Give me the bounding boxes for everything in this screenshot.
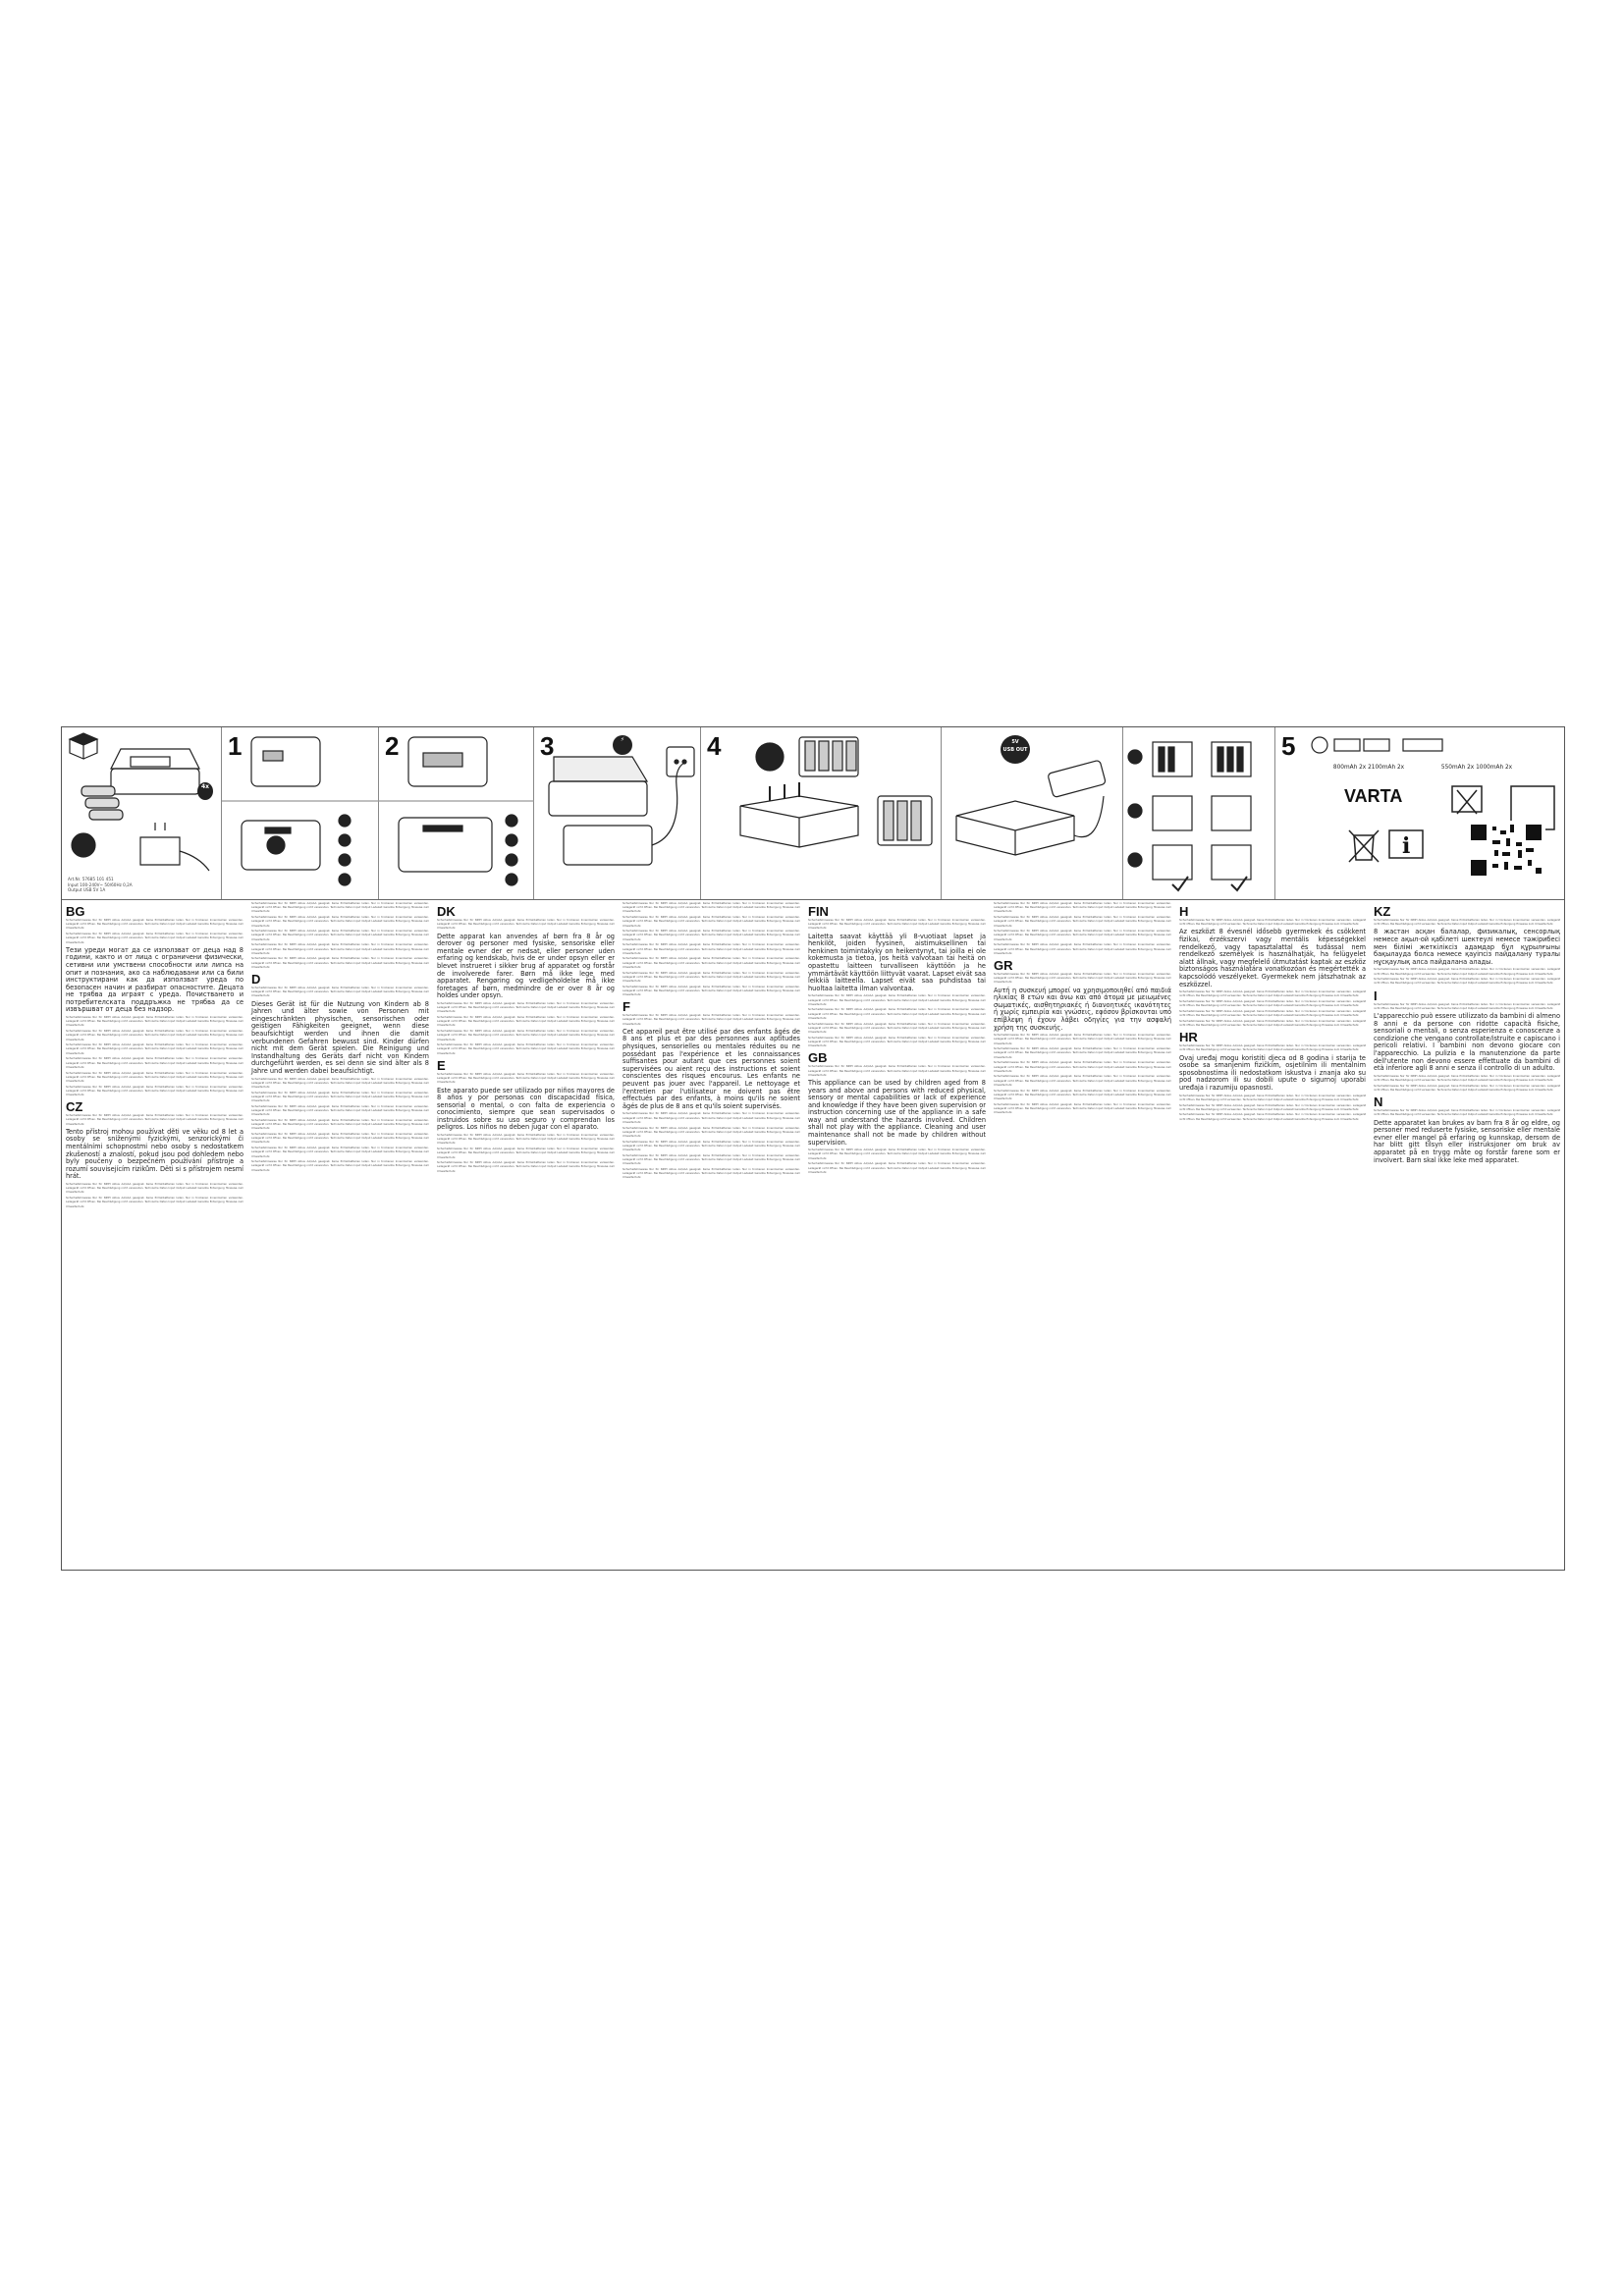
fine-paragraph: Sicherheitshinweise Nur für NiMH Akkus AA/AAA geeignet. Keine Primärbatterien laden. Nur in trockenen Innenräumen verwenden. Ladegerät nicht öffnen. Bei Beschädigung nicht verwenden. Technische Daten Input Output Ladezeit Garantie Entsorgung Hinweise zum Umweltschutz.	[808, 1065, 986, 1077]
aaa-rating-2: 1000mAh	[1476, 765, 1504, 771]
fine-paragraph: Sicherheitshinweise Nur für NiMH Akkus AA/AAA geeignet. Keine Primärbatterien laden. Nur in trockenen Innenräumen verwenden. Ladegerät nicht öffnen. Bei Beschädigung nicht verwenden. Technische Daten Input Output Ladezeit Garantie Entsorgung Hinweise zum Umweltschutz.	[994, 1047, 1171, 1059]
fine-print	[66, 1114, 244, 1127]
fine-paragraph: Sicherheitshinweise Nur für NiMH Akkus AA/AAA geeignet. Keine Primärbatterien laden. Nur in trockenen Innenräumen verwenden. Ladegerät nicht öffnen. Bei Beschädigung nicht verwenden. Technische Daten Input Output Ladezeit Garantie Entsorgung Hinweise zum Umweltschutz.	[1179, 1009, 1366, 1018]
language-code: F	[623, 999, 630, 1015]
step-5-panel	[1275, 727, 1564, 899]
fine-paragraph: Sicherheitshinweise Nur für NiMH Akkus AA/AAA geeignet. Keine Primärbatterien laden. Nur in trockenen Innenräumen verwenden. Ladegerät nicht öffnen. Bei Beschädigung nicht verwenden. Technische Daten Input Output Ladezeit Garantie Entsorgung Hinweise zum Umweltschutz.	[808, 919, 986, 931]
fine-print	[808, 994, 986, 1048]
safety-warning: Dette apparat kan anvendes af børn fra 8 år og derover og personer med fysiske, sensoriske eller mentale evner der er nedsat, eller personer uden erfaring og kendskab, hvis de er under opsyn eller er blevet instrueret i sikker brug af apparatet og forstår de involverede farer. Børn må ikke lege med apparatet. Rengøring og vedligeholdelse må ikke foretages af børn, medmindre de er over 8 år og holdes under opsyn.	[437, 932, 615, 1000]
safety-warning: L'apparecchio può essere utilizzato da bambini di almeno 8 anni e da persone con ridotte capacità fisiche, sensoriali o mentali, o senza esperienza e conoscenze a condizione che vengano controllate/istruite e capiscano i pericoli relativi. I bambini non devono giocare con l'apparecchio. La pulizia e la manutenzione da parte dell'utente non devono essere effettuate da bambini di età inferiore agli 8 anni e senza il controllo di un adulto.	[1374, 1012, 1560, 1073]
fine-paragraph: Sicherheitshinweise Nur für NiMH Akkus AA/AAA geeignet. Keine Primärbatterien laden. Nur in trockenen Innenräumen verwenden. Ladegerät nicht öffnen. Bei Beschädigung nicht verwenden. Technische Daten Input Output Ladezeit Garantie Entsorgung Hinweise zum Umweltschutz.	[66, 1043, 244, 1055]
step-number: 1	[228, 731, 243, 761]
usb-out-panel	[942, 727, 1123, 899]
fine-paragraph: Sicherheitshinweise Nur für NiMH Akkus AA/AAA geeignet. Keine Primärbatterien laden. Nur in trockenen Innenräumen verwenden. Ladegerät nicht öffnen. Bei Beschädigung nicht verwenden. Technische Daten Input Output Ladezeit Garantie Entsorgung Hinweise zum Umweltschutz.	[623, 957, 800, 969]
spec-line: Output USB 5V 1A	[68, 887, 106, 893]
language-code: CZ	[66, 1099, 83, 1115]
fine-print	[623, 1014, 800, 1027]
aaa-count-2: 2x	[1504, 765, 1513, 771]
safety-warning: Laitetta saavat käyttää yli 8-vuotiaat lapset ja henkilöt, joiden fyysinen, aistimuksellinen tai henkinen toimintakyky on heikentynyt, tai joilla ei ole kokemusta ja tietoa, jos heitä valvotaan tai heitä on opastettu laitteen turvalliseen käyttöön ja he ymmärtävät käyttöön liittyvät vaarat. Lapset eivät saa leikkiä laitteella. Lapset eivät saa puhdistaa tai huoltaa laitetta ilman valvontaa.	[808, 932, 986, 992]
fine-paragraph: Sicherheitshinweise Nur für NiMH Akkus AA/AAA geeignet. Keine Primärbatterien laden. Nur in trockenen Innenräumen verwenden. Ladegerät nicht öffnen. Bei Beschädigung nicht verwenden. Technische Daten Input Output Ladezeit Garantie Entsorgung Hinweise zum Umweltschutz.	[437, 1043, 615, 1055]
fine-print	[1179, 1044, 1366, 1052]
fine-paragraph: Sicherheitshinweise Nur für NiMH Akkus AA/AAA geeignet. Keine Primärbatterien laden. Nur in trockenen Innenräumen verwenden. Ladegerät nicht öffnen. Bei Beschädigung nicht verwenden. Technische Daten Input Output Ladezeit Garantie Entsorgung Hinweise zum Umweltschutz.	[1179, 1044, 1366, 1052]
step-3-panel	[534, 727, 701, 899]
fine-print	[1179, 990, 1366, 1028]
fine-paragraph: Sicherheitshinweise Nur für NiMH Akkus AA/AAA geeignet. Keine Primärbatterien laden. Nur in trockenen Innenräumen verwenden. Ladegerät nicht öffnen. Bei Beschädigung nicht verwenden. Technische Daten Input Output Ladezeit Garantie Entsorgung Hinweise zum Umweltschutz.	[1179, 1113, 1366, 1121]
column-1	[62, 902, 247, 1570]
language-code: H	[1179, 904, 1189, 919]
aaa-ratings	[1423, 765, 1531, 772]
step-4-panel	[701, 727, 942, 899]
fine-paragraph: Sicherheitshinweise Nur für NiMH Akkus AA/AAA geeignet. Keine Primärbatterien laden. Nur in trockenen Innenräumen verwenden. Ladegerät nicht öffnen. Bei Beschädigung nicht verwenden. Technische Daten Input Output Ladezeit Garantie Entsorgung Hinweise zum Umweltschutz.	[66, 919, 244, 931]
usb-out-voltage: 5V	[1011, 739, 1019, 745]
power-badge-icon: ⚡	[620, 736, 625, 743]
fine-paragraph: Sicherheitshinweise Nur für NiMH Akkus AA/AAA geeignet. Keine Primärbatterien laden. Nur in trockenen Innenräumen verwenden. Ladegerät nicht öffnen. Bei Beschädigung nicht verwenden. Technische Daten Input Output Ladezeit Garantie Entsorgung Hinweise zum Umweltschutz.	[623, 930, 800, 941]
language-code: N	[1374, 1095, 1383, 1110]
fine-paragraph: Sicherheitshinweise Nur für NiMH Akkus AA/AAA geeignet. Keine Primärbatterien laden. Nur in trockenen Innenräumen verwenden. Ladegerät nicht öffnen. Bei Beschädigung nicht verwenden. Technische Daten Input Output Ladezeit Garantie Entsorgung Hinweise zum Umweltschutz.	[1374, 1074, 1560, 1083]
column-5	[804, 902, 990, 1570]
fine-paragraph: Sicherheitshinweise Nur für NiMH Akkus AA/AAA geeignet. Keine Primärbatterien laden. Nur in trockenen Innenräumen verwenden. Ladegerät nicht öffnen. Bei Beschädigung nicht verwenden. Technische Daten Input Output Ladezeit Garantie Entsorgung Hinweise zum Umweltschutz.	[437, 1001, 615, 1014]
package-contents-drawing	[62, 727, 222, 899]
fine-paragraph: Sicherheitshinweise Nur für NiMH Akkus AA/AAA geeignet. Keine Primärbatterien laden. Nur in trockenen Innenräumen verwenden. Ladegerät nicht öffnen. Bei Beschädigung nicht verwenden. Technische Daten Input Output Ladezeit Garantie Entsorgung Hinweise zum Umweltschutz.	[994, 916, 1171, 928]
fine-paragraph: Sicherheitshinweise Nur für NiMH Akkus AA/AAA geeignet. Keine Primärbatterien laden. Nur in trockenen Innenräumen verwenden. Ladegerät nicht öffnen. Bei Beschädigung nicht verwenden. Technische Daten Input Output Ladezeit Garantie Entsorgung Hinweise zum Umweltschutz.	[623, 1140, 800, 1152]
aaa-rating-1: 550mAh	[1440, 765, 1466, 771]
fine-paragraph: Sicherheitshinweise Nur für NiMH Akkus AA/AAA geeignet. Keine Primärbatterien laden. Nur in trockenen Innenräumen verwenden. Ladegerät nicht öffnen. Bei Beschädigung nicht verwenden. Technische Daten Input Output Ladezeit Garantie Entsorgung Hinweise zum Umweltschutz.	[994, 1075, 1171, 1087]
spec-block	[68, 877, 133, 893]
fine-paragraph: Sicherheitshinweise Nur für NiMH Akkus AA/AAA geeignet. Keine Primärbatterien laden. Nur in trockenen Innenräumen verwenden. Ladegerät nicht öffnen. Bei Beschädigung nicht verwenden. Technische Daten Input Output Ladezeit Garantie Entsorgung Hinweise zum Umweltschutz.	[994, 902, 1171, 914]
fine-paragraph: Sicherheitshinweise Nur für NiMH Akkus AA/AAA geeignet. Keine Primärbatterien laden. Nur in trockenen Innenräumen verwenden. Ladegerät nicht öffnen. Bei Beschädigung nicht verwenden. Technische Daten Input Output Ladezeit Garantie Entsorgung Hinweise zum Umweltschutz.	[623, 1167, 800, 1180]
fine-paragraph: Sicherheitshinweise Nur für NiMH Akkus AA/AAA geeignet. Keine Primärbatterien laden. Nur in trockenen Innenräumen verwenden. Ladegerät nicht öffnen. Bei Beschädigung nicht verwenden. Technische Daten Input Output Ladezeit Garantie Entsorgung Hinweise zum Umweltschutz.	[1179, 990, 1366, 998]
fine-paragraph: Sicherheitshinweise Nur für NiMH Akkus AA/AAA geeignet. Keine Primärbatterien laden. Nur in trockenen Innenräumen verwenden. Ladegerät nicht öffnen. Bei Beschädigung nicht verwenden. Technische Daten Input Output Ladezeit Garantie Entsorgung Hinweise zum Umweltschutz.	[994, 1034, 1171, 1045]
fine-paragraph: Sicherheitshinweise Nur für NiMH Akkus AA/AAA geeignet. Keine Primärbatterien laden. Nur in trockenen Innenräumen verwenden. Ladegerät nicht öffnen. Bei Beschädigung nicht verwenden. Technische Daten Input Output Ladezeit Garantie Entsorgung Hinweise zum Umweltschutz.	[437, 1016, 615, 1028]
fine-paragraph: Sicherheitshinweise Nur für NiMH Akkus AA/AAA geeignet. Keine Primärbatterien laden. Nur in trockenen Innenräumen verwenden. Ladegerät nicht öffnen. Bei Beschädigung nicht verwenden. Technische Daten Input Output Ladezeit Garantie Entsorgung Hinweise zum Umweltschutz.	[251, 1133, 429, 1145]
fine-print	[808, 919, 986, 932]
fine-paragraph: Sicherheitshinweise Nur für NiMH Akkus AA/AAA geeignet. Keine Primärbatterien laden. Nur in trockenen Innenräumen verwenden. Ladegerät nicht öffnen. Bei Beschädigung nicht verwenden. Technische Daten Input Output Ladezeit Garantie Entsorgung Hinweise zum Umweltschutz.	[1179, 1094, 1366, 1101]
safety-warning: Αυτή η συσκευή μπορεί να χρησιμοποιηθεί από παιδιά ηλικίας 8 ετών και άνω και από άτομα με μειωμένες σωματικές, αισθητηριακές ή διανοητικές ικανότητες ή χωρίς εμπειρία και γνώσεις, εφόσον βρίσκονται υπό επίβλεψη ή έχουν λάβει οδηγίες για την ασφαλή χρήση της συσκευής.	[994, 986, 1171, 1032]
fine-paragraph: Sicherheitshinweise Nur für NiMH Akkus AA/AAA geeignet. Keine Primärbatterien laden. Nur in trockenen Innenräumen verwenden. Ladegerät nicht öffnen. Bei Beschädigung nicht verwenden. Technische Daten Input Output Ladezeit Garantie Entsorgung Hinweise zum Umweltschutz.	[623, 1112, 800, 1124]
fine-paragraph: Sicherheitshinweise Nur für NiMH Akkus AA/AAA geeignet. Keine Primärbatterien laden. Nur in trockenen Innenräumen verwenden. Ladegerät nicht öffnen. Bei Beschädigung nicht verwenden. Technische Daten Input Output Ladezeit Garantie Entsorgung Hinweise zum Umweltschutz.	[623, 943, 800, 955]
safety-warning: This appliance can be used by children aged from 8 years and above and persons with reduced physical, sensory or mental capabilities or lack of experience and knowledge if they have been given supervision or instruction concerning use of the appliance in a safe way and understand the hazards involved. Children shall not play with the appliance. Cleaning and user maintenance shall not be made by children without supervision.	[808, 1078, 986, 1147]
fine-print	[66, 919, 244, 945]
fine-paragraph: Sicherheitshinweise Nur für NiMH Akkus AA/AAA geeignet. Keine Primärbatterien laden. Nur in trockenen Innenräumen verwenden. Ladegerät nicht öffnen. Bei Beschädigung nicht verwenden. Technische Daten Input Output Ladezeit Garantie Entsorgung Hinweise zum Umweltschutz.	[808, 1022, 986, 1034]
column-8	[1370, 902, 1564, 1570]
charger-front-drawing	[222, 727, 379, 899]
fine-paragraph: Sicherheitshinweise Nur für NiMH Akkus AA/AAA geeignet. Keine Primärbatterien laden. Nur in trockenen Innenräumen verwenden. Ladegerät nicht öffnen. Bei Beschädigung nicht verwenden. Technische Daten Input Output Ladezeit Garantie Entsorgung Hinweise zum Umweltschutz.	[251, 902, 429, 914]
fine-paragraph: Sicherheitshinweise Nur für NiMH Akkus AA/AAA geeignet. Keine Primärbatterien laden. Nur in trockenen Innenräumen verwenden. Ladegerät nicht öffnen. Bei Beschädigung nicht verwenden. Technische Daten Input Output Ladezeit Garantie Entsorgung Hinweise zum Umweltschutz.	[994, 1061, 1171, 1073]
insert-batteries-drawing	[701, 727, 942, 899]
fine-paragraph: Sicherheitshinweise Nur für NiMH Akkus AA/AAA geeignet. Keine Primärbatterien laden. Nur in trockenen Innenräumen verwenden. Ladegerät nicht öffnen. Bei Beschädigung nicht verwenden. Technische Daten Input Output Ladezeit Garantie Entsorgung Hinweise zum Umweltschutz.	[1374, 968, 1560, 976]
battery-count-badge: 4x	[197, 782, 213, 800]
fine-paragraph: Sicherheitshinweise Nur für NiMH Akkus AA/AAA geeignet. Keine Primärbatterien laden. Nur in trockenen Innenräumen verwenden. Ladegerät nicht öffnen. Bei Beschädigung nicht verwenden. Technische Daten Input Output Ladezeit Garantie Entsorgung Hinweise zum Umweltschutz.	[808, 1162, 986, 1174]
safety-warning: Dette apparatet kan brukes av barn fra 8 år og eldre, og personer med reduserte fysiske, sensoriske eller mentale evner eller mangel på erfaring og kunnskap, dersom de har blitt gitt tilsyn eller instruksjoner om bruk av apparatet på en trygg måte og forstår farene som er involvert. Barn skal ikke leke med apparatet.	[1374, 1118, 1560, 1164]
fine-paragraph: Sicherheitshinweise Nur für NiMH Akkus AA/AAA geeignet. Keine Primärbatterien laden. Nur in trockenen Innenräumen verwenden. Ladegerät nicht öffnen. Bei Beschädigung nicht verwenden. Technische Daten Input Output Ladezeit Garantie Entsorgung Hinweise zum Umweltschutz.	[623, 985, 800, 997]
fine-print	[437, 1002, 615, 1056]
language-code: GB	[808, 1050, 828, 1066]
fine-print	[1179, 1095, 1366, 1122]
fine-paragraph: Sicherheitshinweise Nur für NiMH Akkus AA/AAA geeignet. Keine Primärbatterien laden. Nur in trockenen Innenräumen verwenden. Ladegerät nicht öffnen. Bei Beschädigung nicht verwenden. Technische Daten Input Output Ladezeit Garantie Entsorgung Hinweise zum Umweltschutz.	[251, 916, 429, 928]
fine-paragraph: Sicherheitshinweise Nur für NiMH Akkus AA/AAA geeignet. Keine Primärbatterien laden. Nur in trockenen Innenräumen verwenden. Ladegerät nicht öffnen. Bei Beschädigung nicht verwenden. Technische Daten Input Output Ladezeit Garantie Entsorgung Hinweise zum Umweltschutz.	[66, 1114, 244, 1126]
brand-logo: VARTA	[1344, 786, 1403, 806]
fine-paragraph: Sicherheitshinweise Nur für NiMH Akkus AA/AAA geeignet. Keine Primärbatterien laden. Nur in trockenen Innenräumen verwenden. Ladegerät nicht öffnen. Bei Beschädigung nicht verwenden. Technische Daten Input Output Ladezeit Garantie Entsorgung Hinweise zum Umweltschutz.	[66, 1057, 244, 1069]
fine-print	[251, 902, 429, 970]
fine-print	[1374, 1003, 1560, 1011]
fine-paragraph: Sicherheitshinweise Nur für NiMH Akkus AA/AAA geeignet. Keine Primärbatterien laden. Nur in trockenen Innenräumen verwenden. Ladegerät nicht öffnen. Bei Beschädigung nicht verwenden. Technische Daten Input Output Ladezeit Garantie Entsorgung Hinweise zum Umweltschutz.	[251, 943, 429, 955]
safety-warning: 8 жастан асқан балалар, физикалық, сенсорлық немесе ақыл-ой қабілеті шектеулі немесе тәжірибесі мен білімі жеткіліксіз адамдар бұл құрылғыны бақылауда болса немесе қауіпсіз пайдалану туралы нұсқаулық алса пайдалана алады.	[1374, 928, 1560, 966]
language-code: BG	[66, 904, 85, 919]
safety-warning: Cet appareil peut être utilisé par des enfants âgés de 8 ans et plus et par des personnes aux aptitudes physiques, sensorielles ou mentales réduites ou ne possédant pas l'expérience et les connaissances suffisantes pour autant que ces personnes soient supervisées ou aient reçu des instructions et soient conscientes des risques encourus. Les enfants ne peuvent pas jouer avec l'appareil. Le nettoyage et l'entretien par l'utilisateur ne doivent pas être effectués par des enfants, à moins qu'ils ne soient âgés de plus de 8 ans et qu'ils soient supervisés.	[623, 1027, 800, 1110]
safety-warning: Тези уреди могат да се използват от деца над 8 години, както и от лица с ограничени физически, сетивни или умствени способности или липса на опит и познания, ако са наблюдавани или са били инструктирани как да използват уреда по безопасен начин и разбират опасностите. Децата не трябва да играят с уреда. Почистването и потребителската поддръжка не трябва да се извършват от деца без надзор.	[66, 945, 244, 1014]
pictogram-strip	[62, 727, 1564, 900]
language-code: DK	[437, 904, 456, 919]
weee-bin-icon	[1344, 826, 1383, 865]
fine-print	[808, 1148, 986, 1175]
fine-paragraph: Sicherheitshinweise Nur für NiMH Akkus AA/AAA geeignet. Keine Primärbatterien laden. Nur in trockenen Innenräumen verwenden. Ladegerät nicht öffnen. Bei Beschädigung nicht verwenden. Technische Daten Input Output Ladezeit Garantie Entsorgung Hinweise zum Umweltschutz.	[1374, 1084, 1560, 1092]
fine-paragraph: Sicherheitshinweise Nur für NiMH Akkus AA/AAA geeignet. Keine Primärbatterien laden. Nur in trockenen Innenräumen verwenden. Ladegerät nicht öffnen. Bei Beschädigung nicht verwenden. Technische Daten Input Output Ladezeit Garantie Entsorgung Hinweise zum Umweltschutz.	[1179, 1000, 1366, 1008]
fine-paragraph: Sicherheitshinweise Nur für NiMH Akkus AA/AAA geeignet. Keine Primärbatterien laden. Nur in trockenen Innenräumen verwenden. Ladegerät nicht öffnen. Bei Beschädigung nicht verwenden. Technische Daten Input Output Ladezeit Garantie Entsorgung Hinweise zum Umweltschutz.	[994, 1089, 1171, 1100]
fine-print	[1374, 919, 1560, 927]
usb-powerbank-drawing	[942, 727, 1123, 899]
language-code: FIN	[808, 904, 829, 919]
fine-print	[66, 1016, 244, 1097]
aa-count-2: 2x	[1396, 765, 1405, 771]
fine-paragraph: Sicherheitshinweise Nur für NiMH Akkus AA/AAA geeignet. Keine Primärbatterien laden. Nur in trockenen Innenräumen verwenden. Ladegerät nicht öffnen. Bei Beschädigung nicht verwenden. Technische Daten Input Output Ladezeit Garantie Entsorgung Hinweise zum Umweltschutz.	[994, 1102, 1171, 1115]
spec-line: Input 100-240V~ 50/60Hz 0,2A	[68, 881, 133, 887]
fine-paragraph: Sicherheitshinweise Nur für NiMH Akkus AA/AAA geeignet. Keine Primärbatterien laden. Nur in trockenen Innenräumen verwenden. Ladegerät nicht öffnen. Bei Beschädigung nicht verwenden. Technische Daten Input Output Ladezeit Garantie Entsorgung Hinweise zum Umweltschutz.	[437, 1161, 615, 1173]
fine-paragraph: Sicherheitshinweise Nur für NiMH Akkus AA/AAA geeignet. Keine Primärbatterien laden. Nur in trockenen Innenräumen verwenden. Ladegerät nicht öffnen. Bei Beschädigung nicht verwenden. Technische Daten Input Output Ladezeit Garantie Entsorgung Hinweise zum Umweltschutz.	[251, 1147, 429, 1158]
fine-paragraph: Sicherheitshinweise Nur für NiMH Akkus AA/AAA geeignet. Keine Primärbatterien laden. Nur in trockenen Innenräumen verwenden. Ladegerät nicht öffnen. Bei Beschädigung nicht verwenden. Technische Daten Input Output Ladezeit Garantie Entsorgung Hinweise zum Umweltschutz.	[808, 994, 986, 1006]
fine-paragraph: Sicherheitshinweise Nur für NiMH Akkus AA/AAA geeignet. Keine Primärbatterien laden. Nur in trockenen Innenräumen verwenden. Ladegerät nicht öffnen. Bei Beschädigung nicht verwenden. Technische Daten Input Output Ladezeit Garantie Entsorgung Hinweise zum Umweltschutz.	[1179, 919, 1366, 927]
fine-paragraph: Sicherheitshinweise Nur für NiMH Akkus AA/AAA geeignet. Keine Primärbatterien laden. Nur in trockenen Innenräumen verwenden. Ladegerät nicht öffnen. Bei Beschädigung nicht verwenden. Technische Daten Input Output Ladezeit Garantie Entsorgung Hinweise zum Umweltschutz.	[66, 1030, 244, 1041]
fine-paragraph: Sicherheitshinweise Nur für NiMH Akkus AA/AAA geeignet. Keine Primärbatterien laden. Nur in trockenen Innenräumen verwenden. Ladegerät nicht öffnen. Bei Beschädigung nicht verwenden. Technische Daten Input Output Ladezeit Garantie Entsorgung Hinweise zum Umweltschutz.	[251, 1077, 429, 1089]
safety-warning: Ovaj uređaj mogu koristiti djeca od 8 godina i starija te osobe sa smanjenim fizičkim, osjetilnim ili mentalnim sposobnostima ili nedostatkom iskustva i znanja ako su pod nadzorom ili su dobili upute o sigurnoj uporabi uređaja i razumiju opasnosti.	[1179, 1053, 1366, 1093]
spec-line: Art.Nr. 57685 101 451	[68, 877, 114, 882]
language-code: HR	[1179, 1030, 1198, 1045]
safety-warning: Tento přístroj mohou používat děti ve věku od 8 let a osoby se sníženými fyzickými, senzorickými či mentálními schopnostmi nebo osoby s nedostatkem zkušeností a znalostí, pokud jsou pod dohledem nebo byly poučeny o bezpečném používání přístroje a rozumí souvisejícím rizikům. Děti si s přístrojem nesmí hrát.	[66, 1127, 244, 1181]
language-columns	[62, 902, 1564, 1570]
fine-paragraph: Sicherheitshinweise Nur für NiMH Akkus AA/AAA geeignet. Keine Primärbatterien laden. Nur in trockenen Innenräumen verwenden. Ladegerät nicht öffnen. Bei Beschädigung nicht verwenden. Technische Daten Input Output Ladezeit Garantie Entsorgung Hinweise zum Umweltschutz.	[623, 1014, 800, 1026]
fine-paragraph: Sicherheitshinweise Nur für NiMH Akkus AA/AAA geeignet. Keine Primärbatterien laden. Nur in trockenen Innenräumen verwenden. Ladegerät nicht öffnen. Bei Beschädigung nicht verwenden. Technische Daten Input Output Ladezeit Garantie Entsorgung Hinweise zum Umweltschutz.	[66, 1085, 244, 1097]
fine-print	[623, 902, 800, 997]
fine-print	[437, 919, 615, 932]
fine-paragraph: Sicherheitshinweise Nur für NiMH Akkus AA/AAA geeignet. Keine Primärbatterien laden. Nur in trockenen Innenräumen verwenden. Ladegerät nicht öffnen. Bei Beschädigung nicht verwenden. Technische Daten Input Output Ladezeit Garantie Entsorgung Hinweise zum Umweltschutz.	[1374, 1002, 1560, 1010]
language-code: E	[437, 1057, 446, 1073]
fine-paragraph: Sicherheitshinweise Nur für NiMH Akkus AA/AAA geeignet. Keine Primärbatterien laden. Nur in trockenen Innenräumen verwenden. Ladegerät nicht öffnen. Bei Beschädigung nicht verwenden. Technische Daten Input Output Ladezeit Garantie Entsorgung Hinweise zum Umweltschutz.	[623, 971, 800, 983]
aa-rating-2: 2100mAh	[1368, 765, 1396, 771]
fine-print	[437, 1134, 615, 1174]
aa-count-1: 2x	[1359, 765, 1367, 771]
safety-warning: Az eszközt 8 évesnél idősebb gyermekek és csökkent fizikai, érzékszervi vagy mentális képességekkel rendelkező, vagy tapasztalattal és tudással nem rendelkező személyek is használhatják, ha felügyelet alatt állnak, vagy megfelelő útmutatást kaptak az eszköz biztonságos használatára vonatkozóan és megértették a kapcsolódó veszélyeket. Gyermekek nem játszhatnak az eszközzel.	[1179, 928, 1366, 988]
aaa-count-1: 2x	[1467, 765, 1475, 771]
step-1-panel	[222, 727, 379, 899]
column-7	[1175, 902, 1370, 1570]
fine-paragraph: Sicherheitshinweise Nur für NiMH Akkus AA/AAA geeignet. Keine Primärbatterien laden. Nur in trockenen Innenräumen verwenden. Ladegerät nicht öffnen. Bei Beschädigung nicht verwenden. Technische Daten Input Output Ladezeit Garantie Entsorgung Hinweise zum Umweltschutz.	[994, 972, 1171, 985]
fine-paragraph: Sicherheitshinweise Nur für NiMH Akkus AA/AAA geeignet. Keine Primärbatterien laden. Nur in trockenen Innenräumen verwenden. Ladegerät nicht öffnen. Bei Beschädigung nicht verwenden. Technische Daten Input Output Ladezeit Garantie Entsorgung Hinweise zum Umweltschutz.	[808, 1008, 986, 1020]
fine-paragraph: Sicherheitshinweise Nur für NiMH Akkus AA/AAA geeignet. Keine Primärbatterien laden. Nur in trockenen Innenräumen verwenden. Ladegerät nicht öffnen. Bei Beschädigung nicht verwenden. Technische Daten Input Output Ladezeit Garantie Entsorgung Hinweise zum Umweltschutz.	[1179, 1019, 1366, 1028]
fine-paragraph: Sicherheitshinweise Nur für NiMH Akkus AA/AAA geeignet. Keine Primärbatterien laden. Nur in trockenen Innenräumen verwenden. Ladegerät nicht öffnen. Bei Beschädigung nicht verwenden. Technische Daten Input Output Ladezeit Garantie Entsorgung Hinweise zum Umweltschutz.	[623, 902, 800, 914]
instruction-leaflet	[61, 726, 1565, 1571]
package-contents-panel	[62, 727, 222, 899]
fine-print	[1374, 1109, 1560, 1117]
column-3	[433, 902, 619, 1570]
fine-print	[808, 1065, 986, 1078]
step-number: 3	[540, 731, 555, 761]
column-4	[619, 902, 804, 1570]
fine-paragraph: Sicherheitshinweise Nur für NiMH Akkus AA/AAA geeignet. Keine Primärbatterien laden. Nur in trockenen Innenräumen verwenden. Ladegerät nicht öffnen. Bei Beschädigung nicht verwenden. Technische Daten Input Output Ladezeit Garantie Entsorgung Hinweise zum Umweltschutz.	[808, 1036, 986, 1048]
aa-ratings	[1315, 765, 1423, 772]
fine-print	[994, 1034, 1171, 1115]
fine-paragraph: Sicherheitshinweise Nur für NiMH Akkus AA/AAA geeignet. Keine Primärbatterien laden. Nur in trockenen Innenräumen verwenden. Ladegerät nicht öffnen. Bei Beschädigung nicht verwenden. Technische Daten Input Output Ladezeit Garantie Entsorgung Hinweise zum Umweltschutz.	[437, 1030, 615, 1041]
usb-out-label: USB OUT	[1002, 747, 1028, 753]
fine-paragraph: Sicherheitshinweise Nur für NiMH Akkus AA/AAA geeignet. Keine Primärbatterien laden. Nur in trockenen Innenräumen verwenden. Ladegerät nicht öffnen. Bei Beschädigung nicht verwenden. Technische Daten Input Output Ladezeit Garantie Entsorgung Hinweise zum Umweltschutz.	[66, 1071, 244, 1083]
status-led-grid	[1123, 727, 1275, 899]
fine-paragraph: Sicherheitshinweise Nur für NiMH Akkus AA/AAA geeignet. Keine Primärbatterien laden. Nur in trockenen Innenräumen verwenden. Ladegerät nicht öffnen. Bei Beschädigung nicht verwenden. Technische Daten Input Output Ladezeit Garantie Entsorgung Hinweise zum Umweltschutz.	[437, 1134, 615, 1146]
fine-print	[623, 1112, 800, 1180]
svg-text:i: i	[1402, 833, 1411, 859]
safety-warning: Este aparato puede ser utilizado por niños mayores de 8 años y por personas con discapacidad física, sensorial o mental, o con falta de experiencia o conocimiento, siempre que sean supervisados o instruidos sobre su uso seguro y comprendan los peligros. Los niños no deben jugar con el aparato.	[437, 1086, 615, 1132]
column-6	[990, 902, 1175, 1570]
column-2	[247, 902, 433, 1570]
step-number: 2	[385, 731, 400, 761]
status-grid-panel	[1123, 727, 1275, 899]
fine-paragraph: Sicherheitshinweise Nur für NiMH Akkus AA/AAA geeignet. Keine Primärbatterien laden. Nur in trockenen Innenräumen verwenden. Ladegerät nicht öffnen. Bei Beschädigung nicht verwenden. Technische Daten Input Output Ladezeit Garantie Entsorgung Hinweise zum Umweltschutz.	[623, 916, 800, 928]
fine-paragraph: Sicherheitshinweise Nur für NiMH Akkus AA/AAA geeignet. Keine Primärbatterien laden. Nur in trockenen Innenräumen verwenden. Ladegerät nicht öffnen. Bei Beschädigung nicht verwenden. Technische Daten Input Output Ladezeit Garantie Entsorgung Hinweise zum Umweltschutz.	[1374, 978, 1560, 986]
safety-warning: Dieses Gerät ist für die Nutzung von Kindern ab 8 Jahren und älter sowie von Personen mit eingeschränkten physischen, sensorischen oder geistigen Fähigkeiten geeignet, wenn diese beaufsichtigt werden und ihnen die damit verbundenen Gefahren bewusst sind. Kinder dürfen nicht mit dem Gerät spielen. Die Reinigung und Instandhaltung des Geräts darf nicht von Kindern durchgeführt werden, es sei denn sie sind älter als 8 Jahre und werden dabei beaufsichtigt.	[251, 999, 429, 1075]
fine-paragraph: Sicherheitshinweise Nur für NiMH Akkus AA/AAA geeignet. Keine Primärbatterien laden. Nur in trockenen Innenräumen verwenden. Ladegerät nicht öffnen. Bei Beschädigung nicht verwenden. Technische Daten Input Output Ladezeit Garantie Entsorgung Hinweise zum Umweltschutz.	[66, 1197, 244, 1208]
fine-print	[437, 1073, 615, 1086]
fine-paragraph: Sicherheitshinweise Nur für NiMH Akkus AA/AAA geeignet. Keine Primärbatterien laden. Nur in trockenen Innenräumen verwenden. Ladegerät nicht öffnen. Bei Beschädigung nicht verwenden. Technische Daten Input Output Ladezeit Garantie Entsorgung Hinweise zum Umweltschutz.	[808, 1148, 986, 1160]
info-icon	[1388, 829, 1424, 859]
aa-rating-1: 800mAh	[1332, 765, 1358, 771]
fine-print	[66, 1183, 244, 1209]
fine-print	[994, 902, 1171, 956]
fine-print	[1179, 919, 1366, 927]
fine-paragraph: Sicherheitshinweise Nur für NiMH Akkus AA/AAA geeignet. Keine Primärbatterien laden. Nur in trockenen Innenräumen verwenden. Ladegerät nicht öffnen. Bei Beschädigung nicht verwenden. Technische Daten Input Output Ladezeit Garantie Entsorgung Hinweise zum Umweltschutz.	[251, 987, 429, 998]
fine-paragraph: Sicherheitshinweise Nur für NiMH Akkus AA/AAA geeignet. Keine Primärbatterien laden. Nur in trockenen Innenräumen verwenden. Ladegerät nicht öffnen. Bei Beschädigung nicht verwenden. Technische Daten Input Output Ladezeit Garantie Entsorgung Hinweise zum Umweltschutz.	[623, 1153, 800, 1166]
step-number: 5	[1281, 731, 1296, 761]
fine-paragraph: Sicherheitshinweise Nur für NiMH Akkus AA/AAA geeignet. Keine Primärbatterien laden. Nur in trockenen Innenräumen verwenden. Ladegerät nicht öffnen. Bei Beschädigung nicht verwenden. Technische Daten Input Output Ladezeit Garantie Entsorgung Hinweise zum Umweltschutz.	[994, 930, 1171, 941]
step-2-panel	[379, 727, 534, 899]
language-code: KZ	[1374, 904, 1391, 919]
fine-print	[1374, 1075, 1560, 1093]
fine-paragraph: Sicherheitshinweise Nur für NiMH Akkus AA/AAA geeignet. Keine Primärbatterien laden. Nur in trockenen Innenräumen verwenden. Ladegerät nicht öffnen. Bei Beschädigung nicht verwenden. Technische Daten Input Output Ladezeit Garantie Entsorgung Hinweise zum Umweltschutz.	[994, 943, 1171, 955]
fine-print	[251, 987, 429, 999]
fine-paragraph: Sicherheitshinweise Nur für NiMH Akkus AA/AAA geeignet. Keine Primärbatterien laden. Nur in trockenen Innenräumen verwenden. Ladegerät nicht öffnen. Bei Beschädigung nicht verwenden. Technische Daten Input Output Ladezeit Garantie Entsorgung Hinweise zum Umweltschutz.	[251, 957, 429, 969]
fine-paragraph: Sicherheitshinweise Nur für NiMH Akkus AA/AAA geeignet. Keine Primärbatterien laden. Nur in trockenen Innenräumen verwenden. Ladegerät nicht öffnen. Bei Beschädigung nicht verwenden. Technische Daten Input Output Ladezeit Garantie Entsorgung Hinweise zum Umweltschutz.	[251, 1104, 429, 1117]
fine-paragraph: Sicherheitshinweise Nur für NiMH Akkus AA/AAA geeignet. Keine Primärbatterien laden. Nur in trockenen Innenräumen verwenden. Ladegerät nicht öffnen. Bei Beschädigung nicht verwenden. Technische Daten Input Output Ladezeit Garantie Entsorgung Hinweise zum Umweltschutz.	[251, 1160, 429, 1172]
fine-paragraph: Sicherheitshinweise Nur für NiMH Akkus AA/AAA geeignet. Keine Primärbatterien laden. Nur in trockenen Innenräumen verwenden. Ladegerät nicht öffnen. Bei Beschädigung nicht verwenden. Technische Daten Input Output Ladezeit Garantie Entsorgung Hinweise zum Umweltschutz.	[437, 1072, 615, 1085]
fine-paragraph: Sicherheitshinweise Nur für NiMH Akkus AA/AAA geeignet. Keine Primärbatterien laden. Nur in trockenen Innenräumen verwenden. Ladegerät nicht öffnen. Bei Beschädigung nicht verwenden. Technische Daten Input Output Ladezeit Garantie Entsorgung Hinweise zum Umweltschutz.	[66, 1182, 244, 1195]
fine-paragraph: Sicherheitshinweise Nur für NiMH Akkus AA/AAA geeignet. Keine Primärbatterien laden. Nur in trockenen Innenräumen verwenden. Ladegerät nicht öffnen. Bei Beschädigung nicht verwenden. Technische Daten Input Output Ladezeit Garantie Entsorgung Hinweise zum Umweltschutz.	[437, 1148, 615, 1159]
fine-paragraph: Sicherheitshinweise Nur für NiMH Akkus AA/AAA geeignet. Keine Primärbatterien laden. Nur in trockenen Innenräumen verwenden. Ladegerät nicht öffnen. Bei Beschädigung nicht verwenden. Technische Daten Input Output Ladezeit Garantie Entsorgung Hinweise zum Umweltschutz.	[251, 1118, 429, 1131]
qr-code-icon	[1467, 821, 1545, 880]
language-code: I	[1374, 988, 1378, 1003]
fine-paragraph: Sicherheitshinweise Nur für NiMH Akkus AA/AAA geeignet. Keine Primärbatterien laden. Nur in trockenen Innenräumen verwenden. Ladegerät nicht öffnen. Bei Beschädigung nicht verwenden. Technische Daten Input Output Ladezeit Garantie Entsorgung Hinweise zum Umweltschutz.	[1374, 1109, 1560, 1117]
fine-paragraph: Sicherheitshinweise Nur für NiMH Akkus AA/AAA geeignet. Keine Primärbatterien laden. Nur in trockenen Innenräumen verwenden. Ladegerät nicht öffnen. Bei Beschädigung nicht verwenden. Technische Daten Input Output Ladezeit Garantie Entsorgung Hinweise zum Umweltschutz.	[437, 919, 615, 931]
fine-paragraph: Sicherheitshinweise Nur für NiMH Akkus AA/AAA geeignet. Keine Primärbatterien laden. Nur in trockenen Innenräumen verwenden. Ladegerät nicht öffnen. Bei Beschädigung nicht verwenden. Technische Daten Input Output Ladezeit Garantie Entsorgung Hinweise zum Umweltschutz.	[1179, 1103, 1366, 1111]
fine-print	[994, 973, 1171, 986]
charger-side-drawing	[379, 727, 534, 899]
language-code: GR	[994, 957, 1013, 973]
fine-paragraph: Sicherheitshinweise Nur für NiMH Akkus AA/AAA geeignet. Keine Primärbatterien laden. Nur in trockenen Innenräumen verwenden. Ladegerät nicht öffnen. Bei Beschädigung nicht verwenden. Technische Daten Input Output Ladezeit Garantie Entsorgung Hinweise zum Umweltschutz.	[623, 1126, 800, 1138]
fine-paragraph: Sicherheitshinweise Nur für NiMH Akkus AA/AAA geeignet. Keine Primärbatterien laden. Nur in trockenen Innenräumen verwenden. Ladegerät nicht öffnen. Bei Beschädigung nicht verwenden. Technische Daten Input Output Ladezeit Garantie Entsorgung Hinweise zum Umweltschutz.	[66, 1016, 244, 1028]
fine-paragraph: Sicherheitshinweise Nur für NiMH Akkus AA/AAA geeignet. Keine Primärbatterien laden. Nur in trockenen Innenräumen verwenden. Ladegerät nicht öffnen. Bei Beschädigung nicht verwenden. Technische Daten Input Output Ladezeit Garantie Entsorgung Hinweise zum Umweltschutz.	[1374, 919, 1560, 927]
fine-print	[1374, 968, 1560, 986]
language-code: D	[251, 972, 261, 988]
fine-print	[251, 1078, 429, 1173]
fine-paragraph: Sicherheitshinweise Nur für NiMH Akkus AA/AAA geeignet. Keine Primärbatterien laden. Nur in trockenen Innenräumen verwenden. Ladegerät nicht öffnen. Bei Beschädigung nicht verwenden. Technische Daten Input Output Ladezeit Garantie Entsorgung Hinweise zum Umweltschutz.	[66, 933, 244, 944]
power-badge	[613, 735, 632, 755]
step-number: 4	[707, 731, 722, 761]
fine-paragraph: Sicherheitshinweise Nur für NiMH Akkus AA/AAA geeignet. Keine Primärbatterien laden. Nur in trockenen Innenräumen verwenden. Ladegerät nicht öffnen. Bei Beschädigung nicht verwenden. Technische Daten Input Output Ladezeit Garantie Entsorgung Hinweise zum Umweltschutz.	[251, 1091, 429, 1103]
fine-paragraph: Sicherheitshinweise Nur für NiMH Akkus AA/AAA geeignet. Keine Primärbatterien laden. Nur in trockenen Innenräumen verwenden. Ladegerät nicht öffnen. Bei Beschädigung nicht verwenden. Technische Daten Input Output Ladezeit Garantie Entsorgung Hinweise zum Umweltschutz.	[251, 930, 429, 941]
